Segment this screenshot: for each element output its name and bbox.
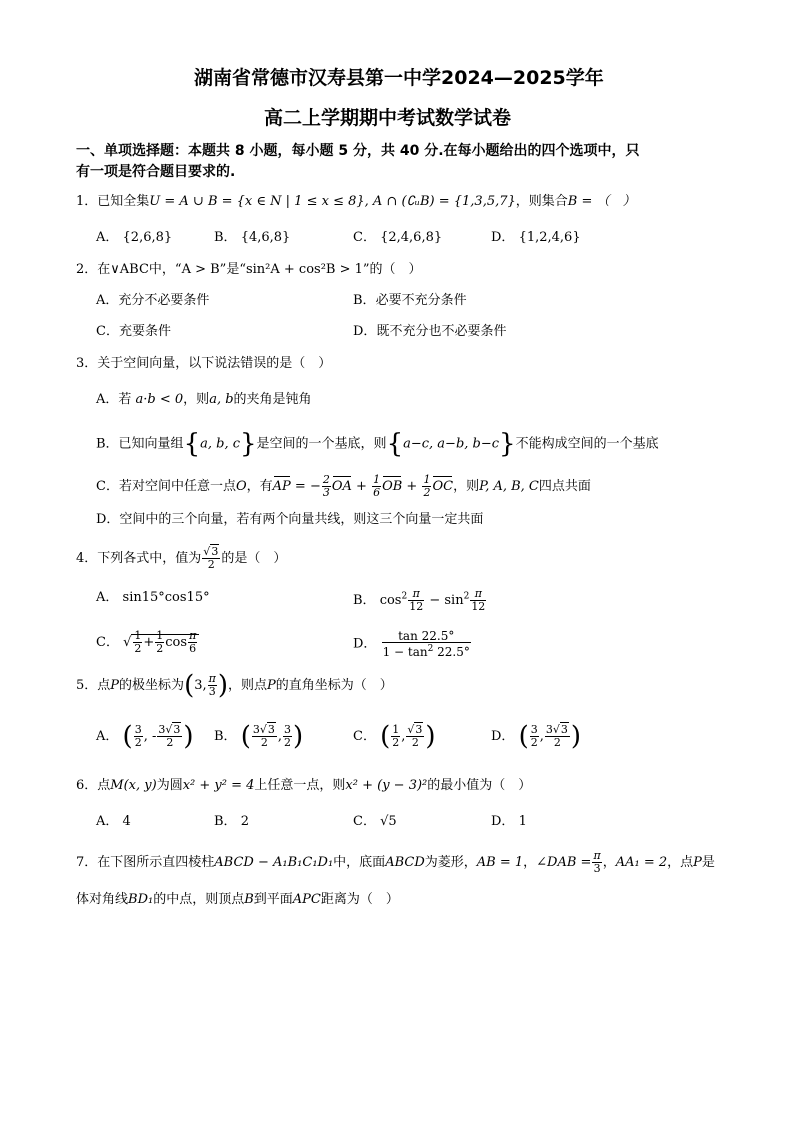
q2-option-b[interactable]: B．必要不充分条件 — [353, 293, 467, 308]
q4-option-a[interactable]: A． sin15°cos15° — [96, 590, 210, 605]
question-6: 6．点M(x, y)为圆x² + y² = 4上任意一点，则x² + (y − 3)²的最小值为（ ） — [76, 778, 532, 793]
q3-option-b[interactable]: B．已知向量组{a, b, c}是空间的一个基底，则{a−c, a−b, b−c}不能构成空间的一个基底 — [96, 429, 659, 459]
question-4: 4．下列各式中，值为 $\frac{√3}{2}$ 的是（ ） — [76, 545, 287, 571]
q4-option-d[interactable]: D． $\frac{\tan 22.5^\circ}{1 - \tan^2 22.5^\circ}$ — [353, 629, 470, 659]
q5-option-a[interactable]: A． ( $\frac{3}{2}$ , - $\frac{3√3}{2}$ ) — [96, 721, 194, 752]
question-2: 2．在∨ABC中，“A > B”是“sin²A + cos²B > 1”的（ ） — [76, 262, 422, 277]
q2-option-d[interactable]: D．既不充分也不必要条件 — [353, 324, 507, 339]
q3-option-c[interactable]: C．若对空间中任意一点O，有AP = − $\frac{2}{3}$ OA + $\frac{1}{6}$ OB + $\frac{1}{2}$ OC，则P, A, B, C四点共面 — [96, 473, 591, 499]
question-3: 3．关于空间向量，以下说法错误的是（ ） — [76, 356, 332, 371]
q2-option-a[interactable]: A．充分不必要条件 — [96, 293, 210, 308]
q3-option-d[interactable]: D．空间中的三个向量，若有两个向量共线，则这三个向量一定共面 — [96, 512, 484, 527]
question-7: 7．在下图所示直四棱柱ABCD − A₁B₁C₁D₁中，底面ABCD为菱形，AB = 1，∠DAB = $\frac{\pi}{3}$ ，AA₁ = 2，点P是 — [76, 849, 715, 875]
q5-option-c[interactable]: C． ( $\frac{1}{2}$ , $\frac{√3}{2}$ ) — [353, 721, 436, 752]
q6-option-c[interactable]: C． √5 — [353, 814, 397, 829]
question-7-line2: 体对角线BD₁的中点，则顶点B到平面APC距离为（ ） — [76, 892, 399, 907]
q1-option-c[interactable]: C． {2,4,6,8} — [353, 230, 443, 245]
question-1: 1．已知全集U = A ∪ B = {x ∈ N | 1 ≤ x ≤ 8}, A ∩ (∁ᵤB) = {1,3,5,7}，则集合B = （ ） — [76, 194, 636, 209]
q4-option-c[interactable]: C． √ $\frac{1}{2}$ + $\frac{1}{2}$ cos $\frac{\pi}{6}$ — [96, 630, 199, 655]
q3-option-a[interactable]: A．若 a·b < 0，则a, b的夹角是钝角 — [96, 392, 312, 407]
section-heading-line2: 有一项是符合题目要求的. — [76, 164, 236, 180]
q1-option-a[interactable]: A． {2,6,8} — [96, 230, 173, 245]
q5-option-d[interactable]: D． ( $\frac{3}{2}$ , $\frac{3√3}{2}$ ) — [491, 721, 582, 752]
q4-option-b[interactable]: B． $\cos^2$ $\frac{\pi}{12}$ − $\sin^2$ $\frac{\pi}{12}$ — [353, 587, 486, 613]
q1-option-b[interactable]: B． {4,6,8} — [214, 230, 291, 245]
q6-option-d[interactable]: D． 1 — [491, 814, 527, 829]
q5-option-b[interactable]: B． ( $\frac{3√3}{2}$ , $\frac{3}{2}$ ) — [214, 721, 304, 752]
q2-option-c[interactable]: C．充要条件 — [96, 324, 171, 339]
q1-option-d[interactable]: D． {1,2,4,6} — [491, 230, 581, 245]
page-subtitle: 高二上学期期中考试数学试卷 — [264, 107, 512, 129]
question-5: 5．点P的极坐标为(3, $\frac{\pi}{3}$ )，则点P的直角坐标为（ ） — [76, 670, 393, 701]
page-title: 湖南省常德市汉寿县第一中学2024—2025学年 — [194, 67, 604, 89]
q6-option-b[interactable]: B． 2 — [214, 814, 249, 829]
q6-option-a[interactable]: A． 4 — [96, 814, 131, 829]
section-heading: 一、单项选择题：本题共 8 小题，每小题 5 分，共 40 分.在每小题给出的四个选项中，只 — [76, 143, 640, 159]
